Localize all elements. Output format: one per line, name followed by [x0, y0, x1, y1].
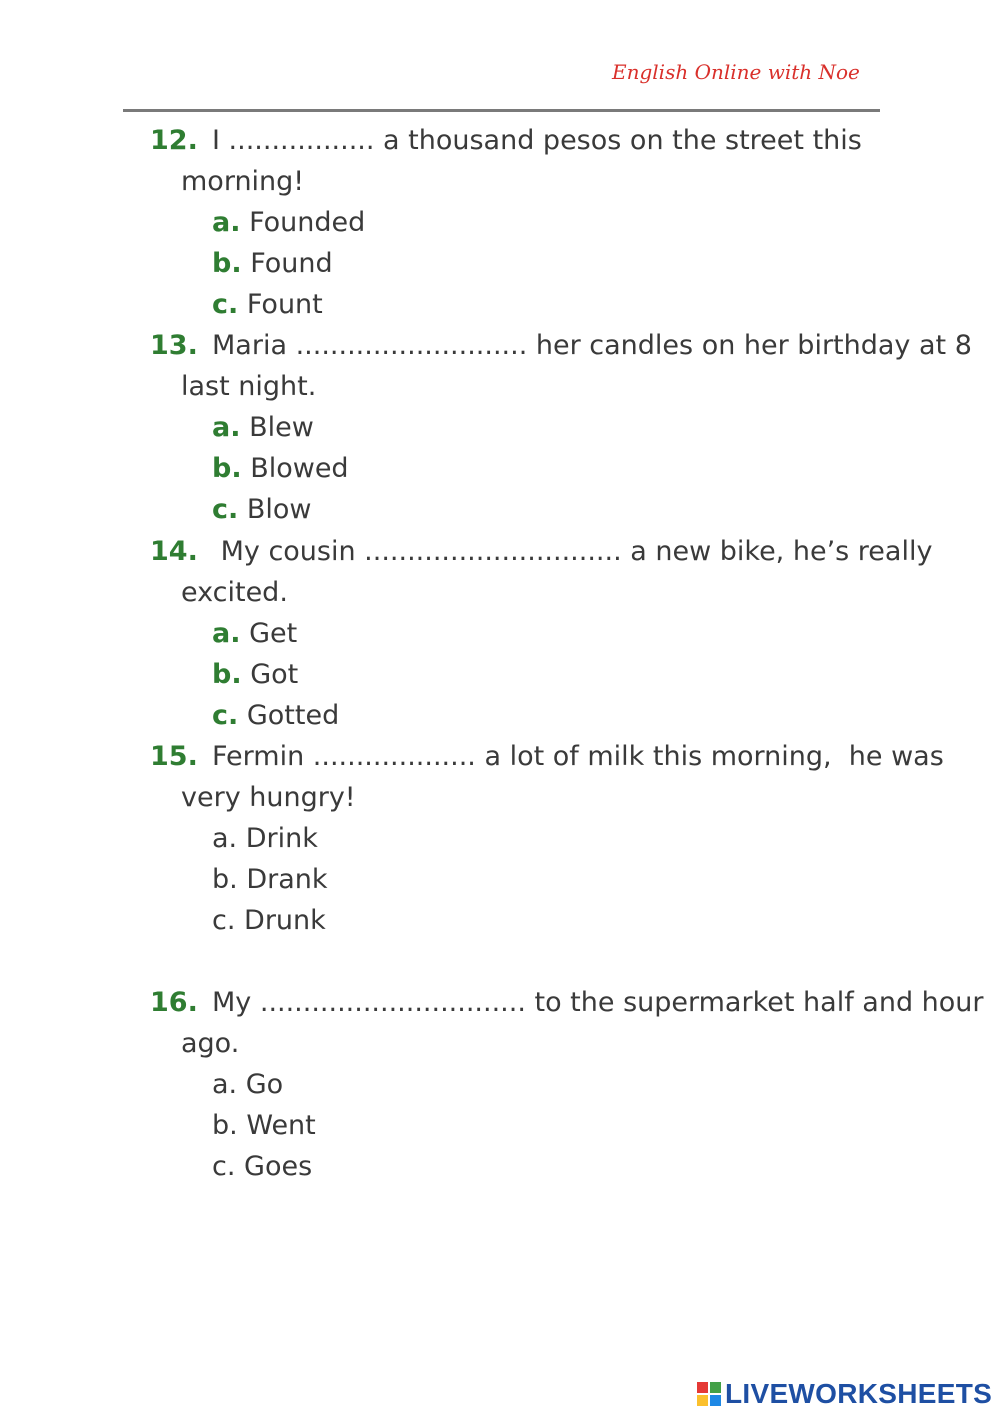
option-b[interactable]: [212, 859, 328, 900]
option-letter: a.: [212, 1069, 238, 1100]
option-letter: c.: [212, 1151, 236, 1182]
option-text: Blow: [246, 494, 312, 525]
question-text: My cousin .............................. a new bike, he’s really: [212, 536, 933, 567]
option-b[interactable]: [212, 654, 298, 695]
option-c[interactable]: [212, 284, 323, 325]
option-b[interactable]: [212, 1105, 316, 1146]
question-text: My ............................... to the supermarket half and hour: [212, 987, 984, 1018]
option-text: Goes: [244, 1151, 313, 1182]
question-text-continued: very hungry!: [181, 782, 356, 813]
option-b[interactable]: [212, 448, 349, 489]
option-text: Drunk: [244, 905, 326, 936]
option-a[interactable]: [212, 613, 297, 654]
option-letter: c.: [212, 700, 239, 731]
option-letter: a.: [212, 207, 241, 238]
option-letter: c.: [212, 905, 236, 936]
question-text-continued: excited.: [181, 577, 288, 608]
header-brand: English Online with Noe: [612, 60, 860, 84]
option-a[interactable]: [212, 818, 318, 859]
option-text: Found: [250, 248, 333, 279]
option-text: Blowed: [250, 453, 349, 484]
question-text-continued: last night.: [181, 371, 317, 402]
option-text: Gotted: [246, 700, 340, 731]
question-text: Maria ........................... her candles on her birthday at 8: [212, 330, 972, 361]
logo-mark-icon: [697, 1382, 721, 1406]
option-a[interactable]: [212, 407, 314, 448]
option-text: Go: [245, 1069, 284, 1100]
option-c[interactable]: [212, 489, 312, 530]
option-letter: a.: [212, 823, 238, 854]
question-text: Fermin ................... a lot of milk this morning, he was: [212, 741, 944, 772]
option-c[interactable]: [212, 1146, 312, 1187]
question-text-continued: morning!: [181, 166, 305, 197]
option-text: Drank: [246, 864, 328, 895]
option-letter: a.: [212, 412, 241, 443]
question-number: 13.: [150, 330, 198, 361]
option-letter: b.: [212, 1110, 238, 1141]
option-text: Drink: [245, 823, 318, 854]
question-text: I ................. a thousand pesos on the street this: [212, 125, 862, 156]
option-text: Blew: [249, 412, 314, 443]
logo-text: LIVEWORKSHEETS: [725, 1378, 993, 1409]
question-number: 15.: [150, 741, 198, 772]
option-text: Get: [249, 618, 298, 649]
option-letter: b.: [212, 864, 238, 895]
header-divider: [123, 109, 880, 112]
question-number: 12.: [150, 125, 198, 156]
option-a[interactable]: [212, 1064, 283, 1105]
question-text-continued: ago.: [181, 1028, 240, 1059]
question-number: 16.: [150, 987, 198, 1018]
option-c[interactable]: [212, 900, 326, 941]
option-text: Fount: [246, 289, 323, 320]
option-text: Went: [246, 1110, 316, 1141]
option-b[interactable]: [212, 243, 333, 284]
option-text: Got: [250, 659, 299, 690]
option-letter: a.: [212, 618, 241, 649]
option-letter: b.: [212, 248, 242, 279]
option-letter: b.: [212, 659, 242, 690]
question-number: 14.: [150, 536, 198, 567]
option-a[interactable]: [212, 202, 365, 243]
liveworksheets-logo[interactable]: [697, 1378, 992, 1410]
option-text: Founded: [249, 207, 366, 238]
option-letter: c.: [212, 289, 239, 320]
option-letter: b.: [212, 453, 242, 484]
option-c[interactable]: [212, 695, 339, 736]
option-letter: c.: [212, 494, 239, 525]
